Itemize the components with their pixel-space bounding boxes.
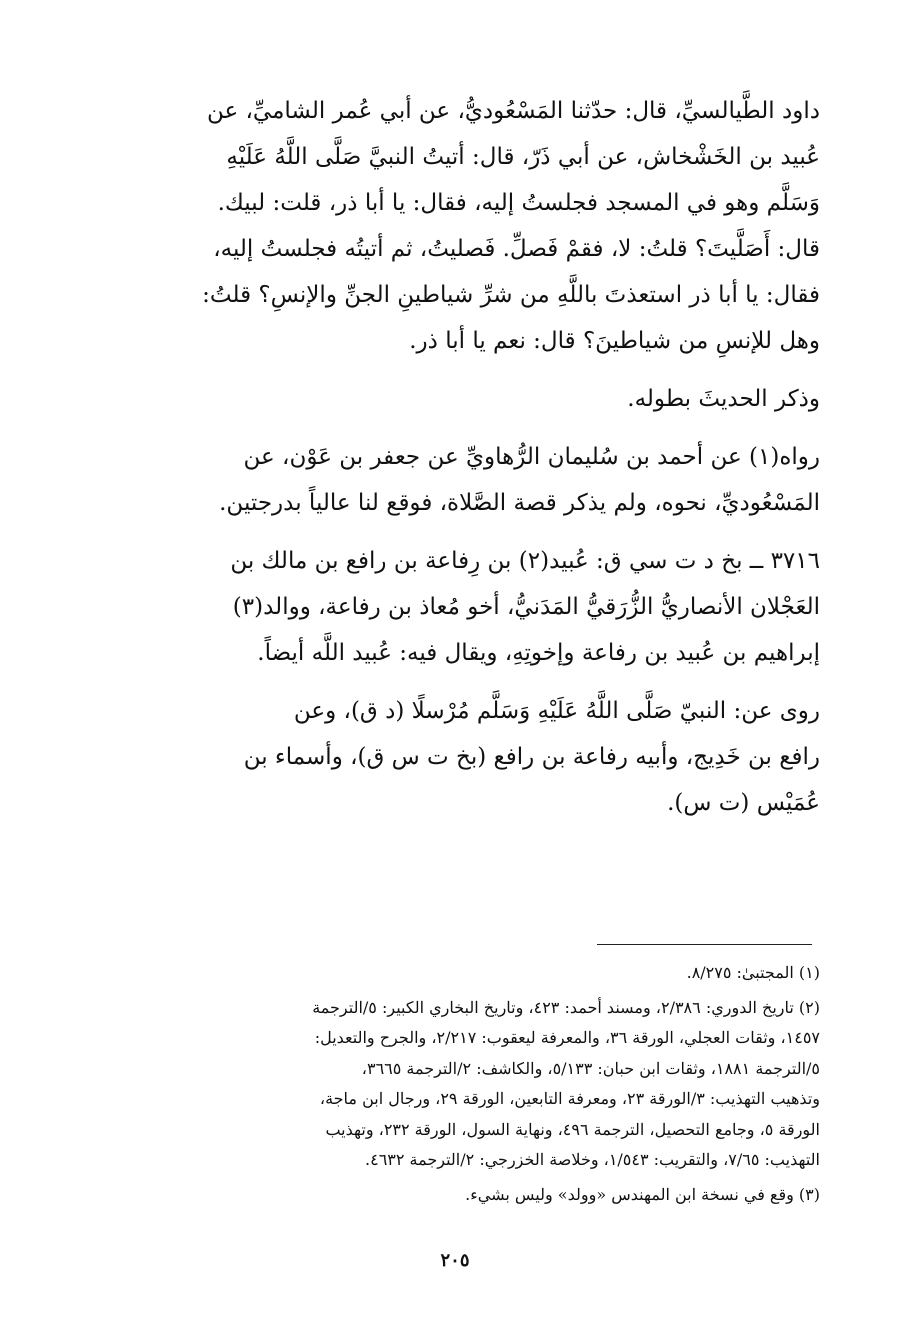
text-line: عُبيد بن الخَشْخاش، عن أبي ذَرّ، قال: أتيتُ النبيَّ صَلَّى اللَّهُ عَلَيْهِ xyxy=(226,144,820,170)
text-line: داود الطَّيالسيِّ، قال: حدّثنا المَسْعُوديُّ، عن أبي عُمر الشاميِّ، عن xyxy=(206,98,820,124)
footnote-line: (٣) وقع في نسخة ابن المهندس «وولد» وليس بشيء. xyxy=(465,1184,820,1204)
footnote-line: وتذهيب التهذيب: ٣/الورقة ٢٣، ومعرفة التابعين، الورقة ٢٩، ورجال ابن ماجة، xyxy=(319,1089,820,1108)
page-body xyxy=(98,88,820,826)
paragraph-narrated-from xyxy=(98,688,820,826)
footnote-3 xyxy=(98,1180,820,1211)
footnote-line: الورقة ٥، وجامع التحصيل، الترجمة ٤٩٦، ونهاية السول، الورقة ٢٣٢، وتهذيب xyxy=(325,1119,820,1139)
text-line: العَجْلان الأنصاريُّ الزُّرَقيُّ المَدَنيُّ، أخو مُعاذ بن رفاعة، ووالد(٣) xyxy=(232,594,820,620)
text-line: رافع بن خَدِيج، وأبيه رفاعة بن رافع (بخ ت س ق)، وأسماء بن xyxy=(243,744,820,770)
text-line: المَسْعُوديِّ، نحوه، ولم يذكر قصة الصَّلاة، فوقع لنا عالياً بدرجتين. xyxy=(219,490,820,516)
main-text xyxy=(98,88,820,826)
text-line: روى عن: النبيّ صَلَّى اللَّهُ عَلَيْهِ وَسَلَّم مُرْسلًا (د ق)، وعن xyxy=(293,698,820,724)
page-number: ٢٠٥ xyxy=(440,1250,470,1271)
footnote-1 xyxy=(98,958,820,989)
text-line: عُمَيْس (ت س). xyxy=(667,790,820,816)
text-line: فقال: يا أبا ذر استعذتَ باللَّهِ من شرِّ شياطينِ الجنِّ والإنسِ؟ قلتُ: xyxy=(202,282,820,308)
text-line: وهل للإنسِ من شياطينَ؟ قال: نعم يا أبا ذر. xyxy=(409,328,820,354)
paragraph-mention xyxy=(98,376,820,422)
footnote-line: (١) المجتبىٰ: ٨/٢٧٥. xyxy=(686,963,820,982)
paragraph-biography-entry xyxy=(98,538,820,676)
footnote-line: ٥/الترجمة ١٨٨١، وثقات ابن حبان: ٥/١٣٣، والكاشف: ٢/الترجمة ٣٦٦٥، xyxy=(361,1058,820,1078)
text-line: رواه(١) عن أحمد بن سُليمان الرُّهاويِّ عن جعفر بن عَوْن، عن xyxy=(243,444,820,470)
footnote-2 xyxy=(98,993,820,1176)
footnote-line: ١٤٥٧، وثقات العجلي، الورقة ٣٦، والمعرفة ليعقوب: ٢/٢١٧، والجرح والتعديل: xyxy=(314,1028,820,1047)
footnote-separator xyxy=(597,944,812,945)
text-line: وذكر الحديثَ بطوله. xyxy=(627,386,820,412)
text-line: وَسَلَّم وهو في المسجد فجلستُ إليه، فقال: يا أبا ذر، قلت: لبيك. xyxy=(217,190,820,216)
paragraph-hadith xyxy=(98,88,820,364)
footnotes xyxy=(98,958,820,1214)
footnote-line: (٢) تاريخ الدوري: ٢/٣٨٦، ومسند أحمد: ٤٢٣، وتاريخ البخاري الكبير: ٥/الترجمة xyxy=(312,997,820,1017)
paragraph-narration xyxy=(98,434,820,526)
text-line: إبراهيم بن عُبيد بن رفاعة وإخوتِهِ، ويقال فيه: عُبيد اللَّه أيضاً. xyxy=(257,640,820,666)
footnote-line: التهذيب: ٧/٦٥، والتقريب: ١/٥٤٣، وخلاصة الخزرجي: ٢/الترجمة ٤٦٣٢. xyxy=(365,1150,820,1169)
text-line: ٣٧١٦ ــ بخ د ت سي ق: عُبيد(٢) بن رِفاعة بن رافع بن مالك بن xyxy=(230,548,820,574)
text-line: قال: أَصَلَّيتَ؟ قلتُ: لا، فقمْ فَصلِّ. فَصليتُ، ثم أتيتُه فجلستُ إليه، xyxy=(213,236,820,262)
